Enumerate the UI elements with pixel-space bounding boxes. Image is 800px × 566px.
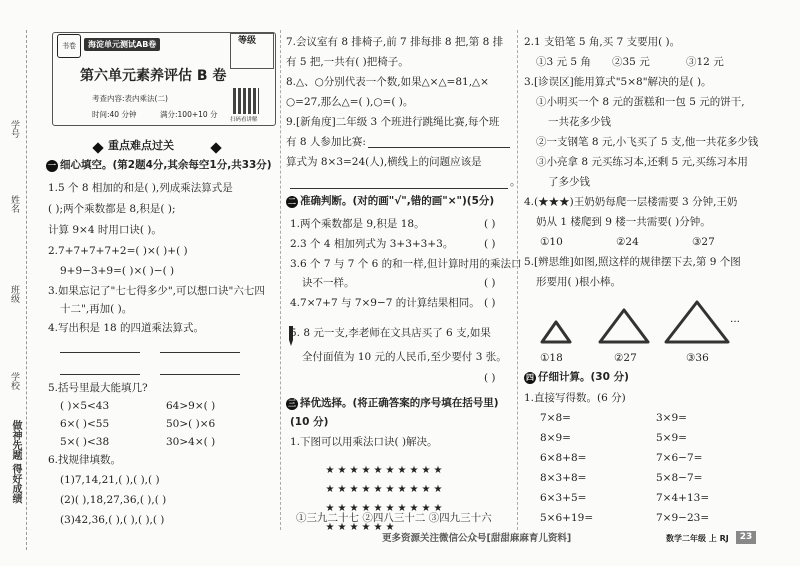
choice3-text: 3.[诊误区]能用算式"5×8"解决的是( )。 [524, 76, 712, 88]
section3-title: 择优选择。(将正确答案的序号填在括号里) [300, 397, 499, 409]
choice3-option: 一共花多少钱 [548, 116, 611, 128]
star-icon: ★ [361, 465, 371, 476]
choice5-option: ①18 [540, 352, 563, 364]
star-icon: ★ [409, 484, 419, 495]
label-student-id: 学号 [9, 120, 19, 138]
page-title: 第六单元素养评估 B 卷 [80, 68, 227, 84]
q1-line3: 计算 9×4 时用口诀( )。 [48, 224, 162, 236]
star-icon: ★ [421, 465, 431, 476]
footer-promo: 更多资源关注微信公众号[甜甜麻麻育儿资料] [382, 533, 572, 544]
answer-line[interactable] [368, 147, 510, 148]
q6-item: (3)42,36,( ),( ),( ),( ) [60, 514, 165, 526]
stick-figure-2 [598, 308, 650, 344]
q9-line2: 有 8 人参加比赛: [286, 136, 366, 148]
star-icon: ★ [325, 465, 335, 476]
star-icon: ★ [433, 484, 443, 495]
ellipsis: ··· [730, 316, 741, 328]
judge-item: 5. 8 元一支,李老师在文具店买了 6 支,如果 [290, 327, 491, 339]
grade-label: 等级 [238, 36, 257, 46]
choice2-option: ②35 元 [612, 56, 650, 68]
q6-text: 6.找规律填数。 [48, 454, 122, 466]
answer-line[interactable] [160, 352, 240, 353]
judge-item: 4.7×7+7 与 7×9−7 的计算结果相同。 [290, 297, 480, 309]
judge-item: 2.3 个 4 相加列式为 3+3+3+3。 [290, 238, 454, 250]
score-line: 满分:100+10 分 [160, 110, 218, 119]
calc-item: 3×9= [656, 412, 687, 424]
q5-item: 30>4×( ) [166, 436, 216, 448]
star-icon: ★ [421, 503, 431, 514]
q9-line3: 算式为 8×3=24(人),横线上的问题应该是 [286, 156, 482, 168]
judge-answer-paren[interactable]: ( ) [484, 218, 496, 230]
choice3-option: ②一支钢笔 8 元,小飞买了 5 支,他一共花多少钱 [536, 136, 759, 148]
judge-answer-paren[interactable]: ( ) [484, 277, 496, 289]
q1-line1: 1.5 个 8 相加的和是( ),列成乘法算式是 [48, 182, 233, 194]
star-icon: ★ [421, 484, 431, 495]
answer-line[interactable] [160, 374, 240, 375]
q1-line2: ( );两个乘数都是 8,积是( ); [48, 203, 176, 215]
choice1-options: ①三九二十七 ②四八三十二 ③四九三十六 [296, 512, 492, 524]
time-line: 时间:40 分钟 [92, 110, 137, 119]
answer-line[interactable] [290, 188, 508, 189]
judge-answer-paren[interactable]: ( ) [484, 372, 496, 384]
calc-item: 6×3+5= [540, 492, 587, 504]
section3-score: (10 分) [290, 416, 329, 428]
diamond-icon [210, 142, 221, 153]
star-icon: ★ [361, 522, 371, 533]
page-number: 23 [736, 531, 756, 544]
star-icon: ★ [409, 503, 419, 514]
choice2-text: 2.1 支铅笔 5 角,买 7 支要用( )。 [524, 36, 681, 48]
star-icon: ★ [337, 465, 347, 476]
choice5-line1: 5.[辨思维]如图,照这样的规律摆下去,第 9 个图 [524, 256, 741, 268]
choice4-line2: 奶从 1 楼爬到 9 楼一共需要( )分钟。 [536, 216, 711, 228]
star-icon: ★ [361, 484, 371, 495]
star-icon: ★ [349, 503, 359, 514]
calc-item: 7×8= [540, 412, 571, 424]
star-icon: ★ [397, 503, 407, 514]
section-banner: 重点难点过关 [108, 139, 174, 152]
section-number-icon: 二 [288, 197, 296, 206]
q5-item: 50>( )×6 [166, 418, 216, 430]
q5-item: 6×( )<55 [60, 418, 110, 430]
calc-item: 5×9= [656, 432, 687, 444]
star-icon: ★ [325, 484, 335, 495]
star-icon: ★ [325, 522, 335, 533]
star-icon: ★ [361, 503, 371, 514]
star-icon: ★ [373, 522, 383, 533]
choice5-option: ②27 [614, 352, 637, 364]
column-divider [517, 30, 518, 530]
choice5-line2: 形要用( )根小棒。 [536, 276, 622, 288]
label-school: 学校 [9, 372, 19, 390]
section-number-icon: 一 [48, 161, 56, 170]
star-icon: ★ [385, 484, 395, 495]
calc-item: 8×9= [540, 432, 571, 444]
calc-item: 6×8+8= [540, 452, 587, 464]
calc-item: 7×4+13= [656, 492, 710, 504]
star-icon: ★ [337, 522, 347, 533]
q3-line2: 十二",再加( )。 [60, 303, 133, 315]
calc-item: 5×6+19= [540, 512, 594, 524]
diamond-icon [92, 142, 103, 153]
q2-line1: 2.7+7+7+7+2=( )×( )+( ) [48, 245, 188, 257]
choice4-option: ③27 [692, 236, 715, 248]
content-line: 考查内容:表内乘法(二) [92, 94, 168, 103]
calc-item: 5×8−7= [656, 472, 703, 484]
judge-item: 3.6 个 7 与 7 个 6 的和一样,但计算时用的乘法口 [290, 258, 522, 270]
calc-item: 8×3+8= [540, 472, 587, 484]
section4-title: 仔细计算。(30 分) [538, 371, 629, 383]
qr-caption: 扫码看讲解 [230, 117, 258, 123]
star-icon: ★ [397, 465, 407, 476]
choice2-option: ③12 元 [686, 56, 724, 68]
section-number-icon: 三 [288, 399, 296, 408]
star-icon: ★ [433, 465, 443, 476]
q5-item: 5×( )<38 [60, 436, 110, 448]
q5-item: 64>9×( ) [166, 400, 216, 412]
calc-item: 7×6−7= [656, 452, 703, 464]
star-icon: ★ [337, 484, 347, 495]
column-divider [280, 30, 281, 530]
choice4-line1: 4.(★★★)王奶奶每爬一层楼需要 3 分钟,王奶 [524, 196, 738, 208]
choice3-option: ③小亮拿 8 元买练习本,还剩 5 元,买练习本用 [536, 156, 748, 168]
star-icon: ★ [373, 503, 383, 514]
star-icon: ★ [373, 484, 383, 495]
choice4-option: ②24 [616, 236, 639, 248]
judge-answer-paren[interactable]: ( ) [484, 297, 496, 309]
star-icon: ★ [349, 465, 359, 476]
q2-line2: 9+9−3+9=( )×( )−( ) [60, 265, 175, 277]
star-icon: ★ [325, 503, 335, 514]
q9-line1: 9.[新角度]二年级 3 个班进行跳绳比赛,每个班 [286, 116, 500, 128]
choice2-option: ①3 元 5 角 [536, 56, 591, 68]
star-icon: ★ [337, 503, 347, 514]
star-icon: ★ [373, 465, 383, 476]
star-icon: ★ [349, 484, 359, 495]
star-icon: ★ [397, 484, 407, 495]
answer-line[interactable] [60, 374, 140, 375]
label-name: 姓名 [9, 195, 19, 213]
q8-line2: ○=27,那么△=( ),○=( )。 [286, 96, 414, 108]
choice5-option: ③36 [686, 352, 709, 364]
judge-item: 全付面值为 10 元的人民币,至少要付 3 张。 [302, 351, 507, 363]
q7-line2: 有 5 把,一共有( )把椅子。 [286, 56, 409, 68]
choice1-text: 1.下图可以用乘法口诀( )解决。 [290, 436, 438, 448]
calc-heading: 1.直接写得数。(6 分) [524, 392, 626, 404]
series-badge: 海淀单元测试AB卷 [84, 38, 160, 51]
star-icon: ★ [349, 522, 359, 533]
calc-item: 7×9−23= [656, 512, 710, 524]
q7-line1: 7.会议室有 8 排椅子,前 7 排每排 8 把,第 8 排 [286, 36, 504, 48]
star-icon: ★ [433, 503, 443, 514]
q3-line1: 3.如果忘记了"七七得多少",可以想口诀"六七四 [48, 285, 265, 297]
section2-title: 准确判断。(对的画"√",错的画"×")(5分) [300, 195, 495, 207]
label-class: 班级 [9, 285, 19, 303]
star-icon: ★ [385, 465, 395, 476]
judge-item: 诀不一样。 [302, 277, 355, 289]
star-icon: ★ [409, 465, 419, 476]
cut-line [26, 30, 27, 550]
judge-item: 1.两个乘数都是 9,积是 18。 [290, 218, 425, 230]
binding-margin [0, 0, 40, 566]
star-icon: ★ [385, 522, 395, 533]
qr-code-icon[interactable] [233, 88, 259, 114]
stick-figure-3 [664, 300, 730, 344]
q5-item: ( )×5<43 [60, 400, 110, 412]
q9-line4: 。 [510, 176, 521, 188]
q6-item: (1)7,14,21,( ),( ),( ) [60, 474, 160, 486]
choice3-option: ①小明买一个 8 元的蛋糕和一包 5 元的饼干, [536, 96, 745, 108]
q8-line1: 8.△、○分别代表一个数,如果△×△=81,△× [286, 76, 489, 88]
q5-text: 5.括号里最大能填几? [48, 382, 148, 394]
section-number-icon: 四 [526, 373, 534, 382]
stick-figure-1 [540, 320, 572, 344]
margin-slogan: 做神先题 得好成绩 [10, 420, 21, 504]
answer-line[interactable] [60, 352, 140, 353]
q4-text: 4.写出积是 18 的四道乘法算式。 [48, 322, 205, 334]
judge-answer-paren[interactable]: ( ) [484, 238, 496, 250]
footer-book: 数学二年级 上 RJ [666, 534, 729, 543]
section1-title: 细心填空。(第2题4分,其余每空1分,共33分) [60, 159, 272, 171]
choice4-option: ①10 [540, 236, 563, 248]
star-icon: ★ [385, 503, 395, 514]
publisher-logo: 书卷 [57, 34, 81, 58]
q6-item: (2)( ),18,27,36,( ),( ) [60, 494, 167, 506]
choice3-option: 了多少钱 [548, 176, 590, 188]
